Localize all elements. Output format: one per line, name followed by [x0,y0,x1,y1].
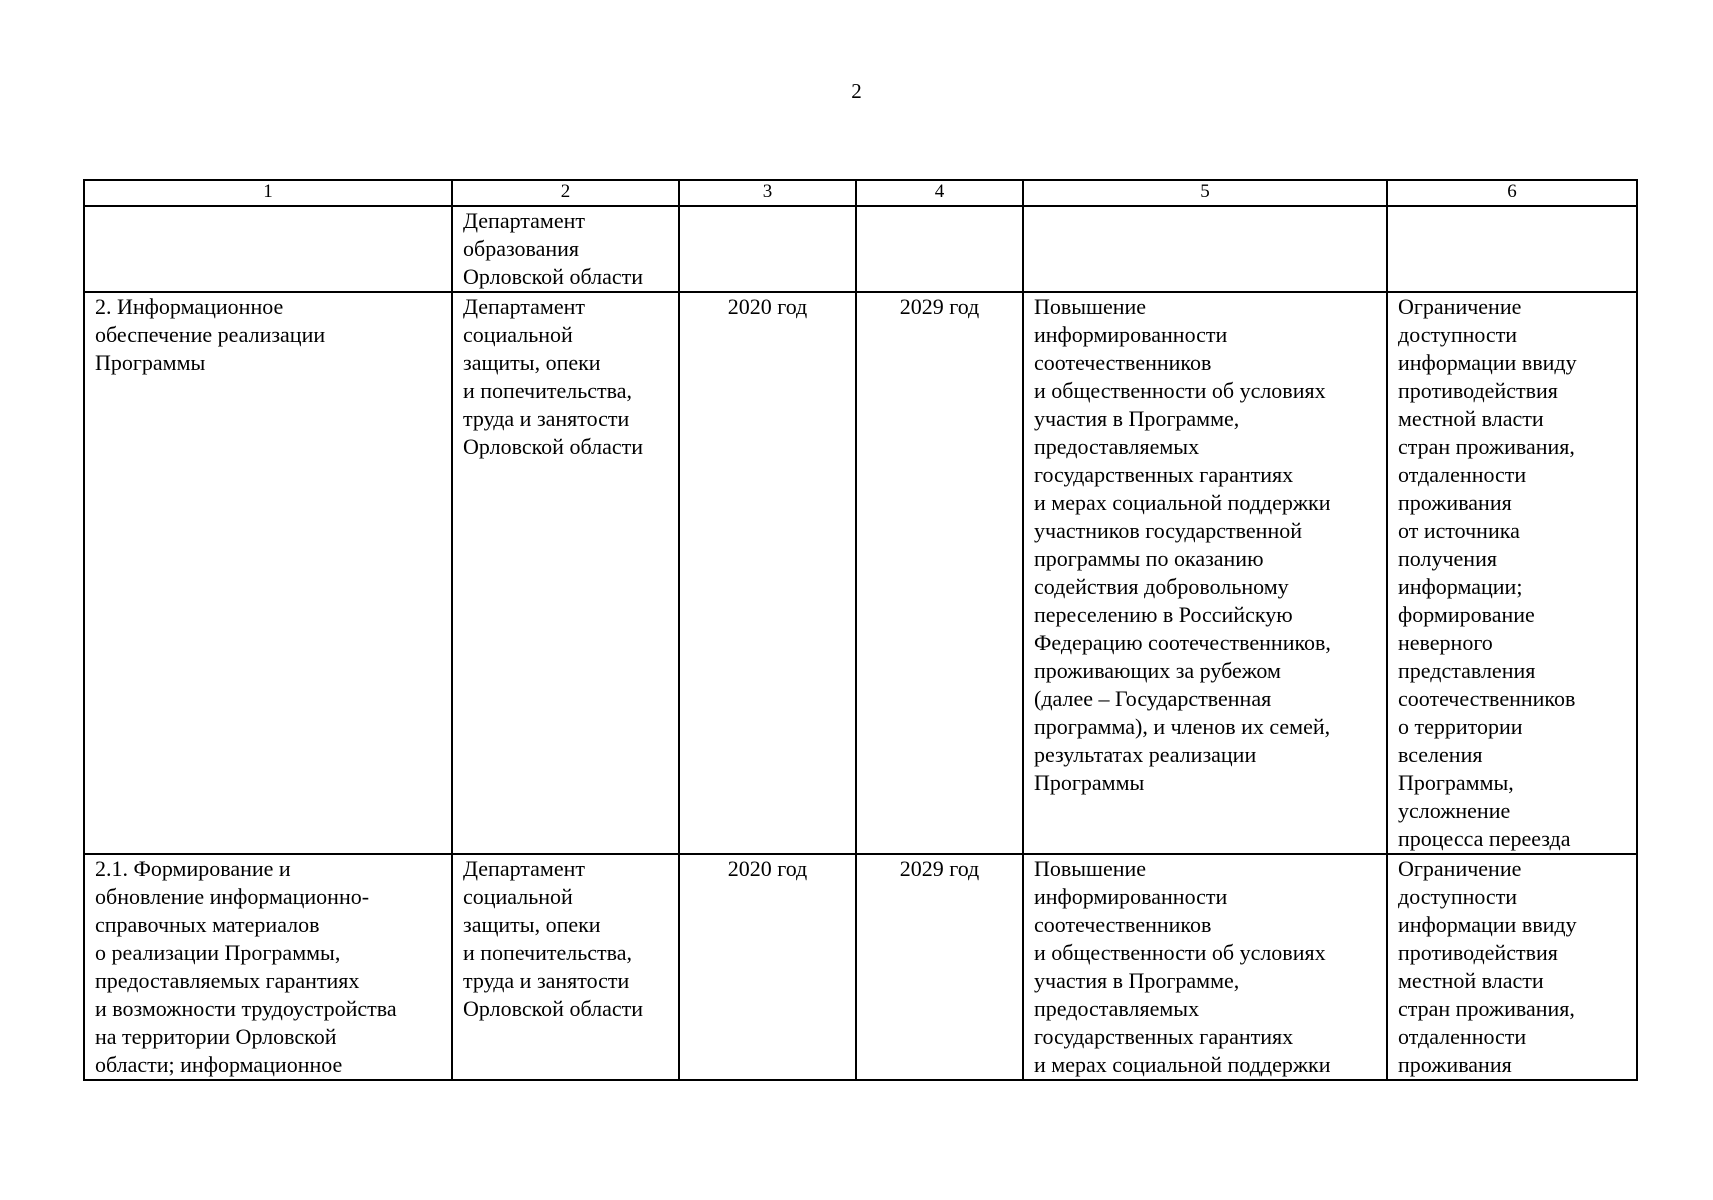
end-year-cell [856,206,1023,292]
table-row [84,206,1637,292]
cell-line: труда и занятости [463,968,630,993]
expected-result-cell [1023,206,1387,292]
page-number: 2 [851,79,862,103]
cell-line: и мерах социальной поддержки [1034,490,1331,515]
cell-line: представления [1398,658,1536,683]
cell-line: социальной [463,322,573,347]
cell-line: местной власти [1398,968,1544,993]
cell-line: социальной [463,884,573,909]
expected-result-cell [1023,854,1387,1080]
cell-line: усложнение [1398,798,1511,823]
column-header: 2 [452,180,679,206]
expected-result-cell [1023,292,1387,854]
cell-line: участников государственной [1034,518,1303,543]
cell-line: Орловской области [463,264,643,289]
cell-line: Программы, [1398,770,1514,795]
cell-line: формирование [1398,602,1535,627]
cell-line: информации ввиду [1398,350,1577,375]
cell-line: неверного [1398,630,1493,655]
risks-cell [1387,206,1637,292]
cell-line: проживающих за рубежом [1034,658,1281,683]
table-row [84,854,1637,1080]
cell-line: образования [463,236,580,261]
executor-cell [452,206,679,292]
cell-line: справочных материалов [95,912,320,937]
cell-line: и возможности трудоустройства [95,996,397,1021]
column-header: 5 [1023,180,1387,206]
cell-line: соотечественников [1034,350,1212,375]
cell-line: Программы [1034,770,1145,795]
cell-line: отдаленности [1398,1024,1527,1049]
cell-line: доступности [1398,884,1518,909]
cell-line: труда и занятости [463,406,630,431]
cell-line: Федерацию соотечественников, [1034,630,1331,655]
cell-line: проживания [1398,490,1512,515]
cell-line: Ограничение [1398,856,1522,881]
cell-line: Программы [95,350,206,375]
cell-line: противодействия [1398,378,1558,403]
cell-line: Повышение [1034,294,1147,319]
cell-line: результатах реализации [1034,742,1257,767]
cell-line: Департамент [463,294,586,319]
cell-line: стран проживания, [1398,434,1575,459]
cell-line: информации ввиду [1398,912,1577,937]
cell-line: процесса переезда [1398,826,1571,851]
cell-line: и общественности об условиях [1034,378,1326,403]
cell-line: области; информационное [95,1052,343,1077]
cell-line: от источника [1398,518,1520,543]
cell-line: Повышение [1034,856,1147,881]
cell-line: и попечительства, [463,940,633,965]
start-year-cell [679,206,856,292]
table-header-row [84,180,1637,206]
risks-cell [1387,292,1637,854]
cell-line: государственных гарантиях [1034,1024,1294,1049]
cell-line: стран проживания, [1398,996,1575,1021]
column-header: 4 [856,180,1023,206]
cell-line: местной власти [1398,406,1544,431]
executor-cell [452,854,679,1080]
cell-line: информации; [1398,574,1523,599]
cell-line: предоставляемых [1034,996,1200,1021]
cell-line: обеспечение реализации [95,322,326,347]
table-row [84,292,1637,854]
end-year-cell: 2029 год [856,854,1023,1080]
cell-line: участия в Программе, [1034,968,1240,993]
column-header: 1 [84,180,452,206]
start-year-cell: 2020 год [679,854,856,1080]
cell-line: защиты, опеки [463,350,601,375]
activities-table [83,179,1638,1081]
risks-cell [1387,854,1637,1080]
cell-line: программа), и членов их семей, [1034,714,1331,739]
cell-line: переселению в Российскую [1034,602,1293,627]
cell-line: противодействия [1398,940,1558,965]
column-header: 6 [1387,180,1637,206]
cell-line: Ограничение [1398,294,1522,319]
executor-cell [452,292,679,854]
cell-line: о реализации Программы, [95,940,341,965]
cell-line: программы по оказанию [1034,546,1264,571]
cell-line: Орловской области [463,434,643,459]
activity-cell [84,292,452,854]
start-year-cell: 2020 год [679,292,856,854]
cell-line: предоставляемых гарантиях [95,968,360,993]
cell-line: доступности [1398,322,1518,347]
activity-cell [84,206,452,292]
cell-line: Департамент [463,856,586,881]
end-year-cell: 2029 год [856,292,1023,854]
cell-line: получения [1398,546,1497,571]
cell-line: Орловской области [463,996,643,1021]
cell-line: содействия добровольному [1034,574,1289,599]
cell-line: защиты, опеки [463,912,601,937]
cell-line: государственных гарантиях [1034,462,1294,487]
cell-line: проживания [1398,1052,1512,1077]
activity-cell [84,854,452,1080]
cell-line: соотечественников [1034,912,1212,937]
column-header: 3 [679,180,856,206]
cell-line: вселения [1398,742,1483,767]
cell-line: отдаленности [1398,462,1527,487]
cell-line: участия в Программе, [1034,406,1240,431]
cell-line: и мерах социальной поддержки [1034,1052,1331,1077]
cell-line: на территории Орловской [95,1024,337,1049]
cell-line: о территории [1398,714,1523,739]
cell-line: и попечительства, [463,378,633,403]
cell-line: 2. Информационное [95,294,284,319]
cell-line: предоставляемых [1034,434,1200,459]
cell-line: Департамент [463,208,586,233]
cell-line: соотечественников [1398,686,1576,711]
cell-line: информированности [1034,322,1228,347]
cell-line: 2.1. Формирование и [95,856,291,881]
cell-line: информированности [1034,884,1228,909]
cell-line: (далее – Государственная [1034,686,1272,711]
cell-line: обновление информационно- [95,884,370,909]
cell-line: и общественности об условиях [1034,940,1326,965]
